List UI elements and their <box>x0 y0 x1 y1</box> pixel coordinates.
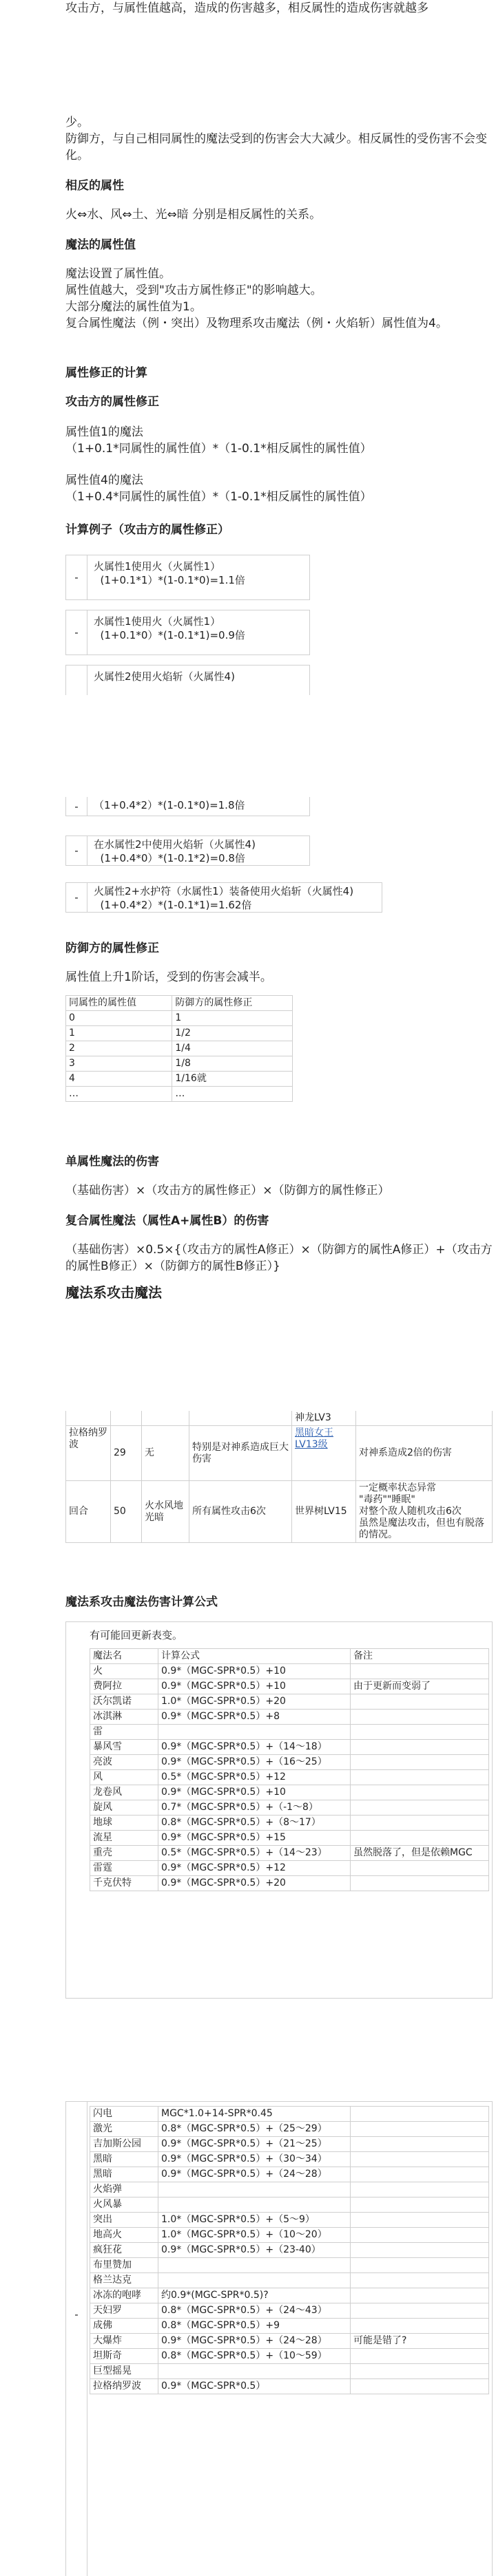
section-heading: 单属性魔法的伤害 <box>65 1155 159 1169</box>
table-cell: 由于更新而变弱了 <box>351 1679 489 1694</box>
column-header: 备注 <box>351 1649 489 1664</box>
table-row <box>90 1831 489 1846</box>
table-row <box>90 2167 489 2182</box>
section-heading: 相反的属性 <box>65 179 124 193</box>
table-cell: 无 <box>142 1426 189 1481</box>
table-cell: 对神系造成2倍的伤害 <box>356 1426 493 1481</box>
table-cell <box>351 1861 489 1876</box>
formula-table <box>90 2106 489 2394</box>
table-cell: 一定概率状态异常 "毒药""睡眠" 对整个敌人随机攻击6次 虽然是魔法攻击，但也有脱落的情况。 <box>356 1481 493 1543</box>
table-cell: 0 <box>66 1011 172 1026</box>
example-line: 水属性1使用火（火属性1） <box>94 615 221 628</box>
table-cell: 可能是错了? <box>351 2334 489 2349</box>
table-cell <box>356 1411 493 1426</box>
table-cell: 3 <box>66 1056 172 1072</box>
table-cell: … <box>172 1087 293 1102</box>
table-cell: 0.5*（MGC-SPR*0.5）+12 <box>158 1770 351 1785</box>
table-row <box>90 1694 489 1710</box>
table-cell: 疯狂花 <box>90 2243 158 2258</box>
table-cell: 布里赞加 <box>90 2258 158 2273</box>
table-cell <box>351 2319 489 2334</box>
table-row <box>90 1664 489 1679</box>
table-row <box>90 2303 489 2319</box>
table-cell: 格兰达克 <box>90 2273 158 2288</box>
table-cell <box>351 1816 489 1831</box>
table-cell: 0.9*（MGC-SPR*0.5）+（16〜25） <box>158 1755 351 1770</box>
table-cell: 暴风雪 <box>90 1740 158 1755</box>
table-cell: 大爆炸 <box>90 2334 158 2349</box>
table-row <box>90 2122 489 2137</box>
table-cell <box>351 1755 489 1770</box>
table-cell: 冰淇淋 <box>90 1710 158 1725</box>
table-cell <box>351 2243 489 2258</box>
table-cell: 1.0*（MGC-SPR*0.5）+20 <box>158 1694 351 1710</box>
table-cell: 特别是对神系造成巨大伤害 <box>189 1426 292 1481</box>
table-cell: 所有属性攻击6次 <box>189 1481 292 1543</box>
example-box <box>65 882 382 913</box>
table-row <box>90 2213 489 2228</box>
example-line: 火属性2使用火焰斩（火属性4) <box>94 670 235 683</box>
table-cell: 千克伏特 <box>90 1876 158 1891</box>
table-row <box>90 2334 489 2349</box>
formula-title: 属性值4的魔法 <box>65 473 143 487</box>
formula-panel <box>65 1621 493 1999</box>
table-cell: 0.8*（MGC-SPR*0.5）+9 <box>158 2319 351 2334</box>
table-row <box>90 1710 489 1725</box>
spell-table <box>65 1411 493 1543</box>
table-row <box>90 1876 489 1891</box>
table-cell <box>351 2273 489 2288</box>
table-cell: 火风暴 <box>90 2197 158 2213</box>
table-row <box>90 1755 489 1770</box>
table-cell: 成佛 <box>90 2319 158 2334</box>
table-cell: 0.7*（MGC-SPR*0.5）+（-1〜8） <box>158 1800 351 1816</box>
table-row <box>90 2152 489 2167</box>
table-header-row <box>66 996 293 1011</box>
example-line: (1+0.4*0）*(1-0.1*2)=0.8倍 <box>94 852 245 864</box>
table-cell: 世界树LV15 <box>292 1481 356 1543</box>
table-row <box>90 1800 489 1816</box>
formula-rows <box>90 2107 489 2394</box>
table-cell[interactable] <box>292 1426 356 1481</box>
table-row <box>90 1846 489 1861</box>
table-cell: 0.9*（MGC-SPR*0.5）+（14〜18） <box>158 1740 351 1755</box>
table-cell: 1/4 <box>172 1041 293 1056</box>
formula: （1+0.1*同属性的属性值）*（1-0.1*相反属性的属性值） <box>65 442 372 456</box>
table-cell: 拉格纳罗波 <box>66 1426 111 1481</box>
formula: （基础伤害）×0.5×{（攻击方的属性A修正）×（防御方的属性A修正）+（攻击方的属性B修正）×（防御方的属性B修正）} <box>65 1243 493 1273</box>
table-cell <box>351 2288 489 2303</box>
table-cell: 火焰弹 <box>90 2182 158 2197</box>
table-cell: 约0.9*(MGC-SPR*0.5)? <box>158 2288 351 2303</box>
table-cell: 突出 <box>90 2213 158 2228</box>
table-cell <box>351 2379 489 2394</box>
intro-paragraph: 防御方，与自己相同属性的魔法受到的伤害会大大减少。相反属性的受伤害不会变化。 <box>65 132 487 162</box>
table-cell <box>158 1725 351 1740</box>
table-cell: 0.8*（MGC-SPR*0.5）+（25〜29） <box>158 2122 351 2137</box>
table-cell <box>351 1785 489 1800</box>
table-row <box>66 1481 493 1543</box>
section-heading: 复合属性魔法（属性A+属性B）的伤害 <box>65 1214 269 1228</box>
table-cell: 0.9*（MGC-SPR*0.5） <box>158 2379 351 2394</box>
section-heading: 属性修正的计算 <box>65 366 147 380</box>
table-cell <box>351 2197 489 2213</box>
table-cell: 50 <box>111 1481 142 1543</box>
column-header: 防御方的属性修正 <box>172 996 293 1011</box>
subsection-heading: 攻击方的属性修正 <box>65 395 159 409</box>
intro-line: 少。 <box>65 116 89 129</box>
table-cell: 巨型摇晃 <box>90 2364 158 2379</box>
column-header: 计算公式 <box>158 1649 351 1664</box>
bullet-dash: - <box>66 610 87 654</box>
formula-title: 属性值1的魔法 <box>65 425 143 439</box>
table-cell <box>351 1694 489 1710</box>
example-line: （1+0.4*2）*(1-0.1*0)=1.8倍 <box>94 799 245 811</box>
table-cell: 1/8 <box>172 1056 293 1072</box>
table-row <box>90 2379 489 2394</box>
table-row <box>66 1011 293 1026</box>
table-row <box>90 2258 489 2273</box>
table-cell: 0.9*（MGC-SPR*0.5）+10 <box>158 1679 351 1694</box>
table-row <box>90 1861 489 1876</box>
table-cell <box>351 2349 489 2364</box>
table-cell <box>351 1664 489 1679</box>
table-cell: 冰冻的咆哮 <box>90 2288 158 2303</box>
table-cell: 0.5*（MGC-SPR*0.5）+（14〜23） <box>158 1846 351 1861</box>
table-cell: 0.9*（MGC-SPR*0.5）+（24〜28） <box>158 2334 351 2349</box>
magic-value-line: 魔法设置了属性值。 <box>65 267 171 281</box>
table-row <box>90 1740 489 1755</box>
example-line: 火属性2+水护符（水属性1）装备使用火焰斩（火属性4) <box>94 885 354 897</box>
table-cell: 0.9*（MGC-SPR*0.5）+（21〜25） <box>158 2137 351 2152</box>
table-cell <box>351 2182 489 2197</box>
table-row <box>66 1041 293 1056</box>
table-cell: 闪电 <box>90 2107 158 2122</box>
section-heading: 计算例子（攻击方的属性修正） <box>65 523 229 537</box>
table-cell: 虽然脱落了，但是依赖MGC <box>351 1846 489 1861</box>
example-line: 在水属性2中使用火焰斩（火属性4) <box>94 838 256 851</box>
magic-value-line: 复合属性魔法（例・突出）及物理系攻击魔法（例・火焰斩）属性值为4。 <box>65 317 448 330</box>
table-cell <box>351 1831 489 1846</box>
table-row <box>90 2319 489 2334</box>
table-row <box>90 2197 489 2213</box>
table-header-row <box>90 1649 489 1664</box>
table-cell: 坦斯奇 <box>90 2349 158 2364</box>
table-cell <box>158 2182 351 2197</box>
table-cell: 0.9*（MGC-SPR*0.5）+（30〜34） <box>158 2152 351 2167</box>
table-cell: 地球 <box>90 1816 158 1831</box>
table-cell <box>351 2258 489 2273</box>
table-row <box>90 2288 489 2303</box>
section-heading: 魔法的属性值 <box>65 238 136 252</box>
spell-learn-link[interactable]: 黑暗女王LV13级 <box>295 1427 333 1450</box>
section-heading: 防御方的属性修正 <box>65 941 159 955</box>
formula-table <box>90 1648 489 1891</box>
defender-text: 属性值上升1阶话，受到的伤害会减半。 <box>65 970 272 984</box>
table-row <box>90 1785 489 1800</box>
bullet-dash: - <box>66 555 87 599</box>
table-row <box>90 2107 489 2122</box>
panel-gutter <box>66 2102 87 2576</box>
table-cell: 流星 <box>90 1831 158 1846</box>
table-cell: 0.9*（MGC-SPR*0.5）+（24〜28） <box>158 2167 351 2182</box>
table-cell: … <box>66 1087 172 1102</box>
table-cell <box>351 2228 489 2243</box>
column-header: 魔法名 <box>90 1649 158 1664</box>
table-row <box>90 2243 489 2258</box>
table-cell: 激光 <box>90 2122 158 2137</box>
column-header: 同属性的属性值 <box>66 996 172 1011</box>
table-cell <box>142 1411 189 1426</box>
table-row <box>66 1411 493 1426</box>
section-heading: 魔法系攻击魔法伤害计算公式 <box>65 1595 218 1609</box>
table-cell: 回合 <box>66 1481 111 1543</box>
magic-value-line: 大部分魔法的属性值为1。 <box>65 300 202 314</box>
table-cell: 0.9*（MGC-SPR*0.5）+8 <box>158 1710 351 1725</box>
table-cell: 0.9*（MGC-SPR*0.5）+20 <box>158 1876 351 1891</box>
table-cell <box>189 1411 292 1426</box>
table-row <box>90 2137 489 2152</box>
table-cell: 天妇罗 <box>90 2303 158 2319</box>
table-cell: 雷 <box>90 1725 158 1740</box>
table-row <box>90 1816 489 1831</box>
table-cell <box>351 2167 489 2182</box>
table-cell: 0.9*（MGC-SPR*0.5）+15 <box>158 1831 351 1846</box>
table-cell <box>351 1800 489 1816</box>
table-cell <box>158 2258 351 2273</box>
example-line: (1+0.1*1）*(1-0.1*0)=1.1倍 <box>94 574 245 586</box>
table-cell: 黑暗 <box>90 2152 158 2167</box>
table-row <box>66 1072 293 1087</box>
table-row <box>90 2228 489 2243</box>
table-row <box>90 2273 489 2288</box>
table-cell: 1 <box>172 1011 293 1026</box>
example-line: 火属性1使用火（火属性1） <box>94 560 221 573</box>
table-cell: 0.8*（MGC-SPR*0.5）+（8〜17） <box>158 1816 351 1831</box>
table-cell: 火水风地光暗 <box>142 1481 189 1543</box>
table-row <box>66 1426 493 1481</box>
bullet-dash: - <box>66 797 87 816</box>
example-box <box>65 665 310 695</box>
table-cell <box>351 2213 489 2228</box>
table-cell: 旋风 <box>90 1800 158 1816</box>
table-cell <box>351 1770 489 1785</box>
example-box <box>65 835 310 866</box>
table-cell: 29 <box>111 1426 142 1481</box>
table-row <box>90 1770 489 1785</box>
table-cell <box>351 1740 489 1755</box>
example-line: (1+0.1*0）*(1-0.1*1)=0.9倍 <box>94 629 245 641</box>
table-cell: 风 <box>90 1770 158 1785</box>
table-cell: 神龙LV3 <box>292 1411 356 1426</box>
intro-line: 攻击方，与属性值越高，造成的伤害越多，相反属性的造成伤害就越多 <box>65 1 428 15</box>
table-cell: MGC*1.0+14-SPR*0.45 <box>158 2107 351 2122</box>
bullet-dash: - <box>74 2308 79 2321</box>
table-cell <box>351 2303 489 2319</box>
table-cell: 1/16就 <box>172 1072 293 1087</box>
table-cell: 亮波 <box>90 1755 158 1770</box>
table-cell: 0.9*（MGC-SPR*0.5）+12 <box>158 1861 351 1876</box>
example-box-continued <box>65 797 310 816</box>
table-row <box>90 1725 489 1740</box>
table-row <box>66 1087 293 1102</box>
bullet-dash: - <box>66 883 87 912</box>
table-cell <box>158 2364 351 2379</box>
example-box <box>65 555 310 600</box>
table-cell <box>351 1710 489 1725</box>
table-row <box>66 1026 293 1041</box>
formula: （基础伤害）×（攻击方的属性修正）×（防御方的属性修正） <box>65 1184 390 1197</box>
table-cell: 地高火 <box>90 2228 158 2243</box>
example-box <box>65 610 310 655</box>
formula: （1+0.4*同属性的属性值）*（1-0.1*相反属性的属性值） <box>65 490 372 504</box>
table-cell: 费阿拉 <box>90 1679 158 1694</box>
page-section-title: 魔法系攻击魔法 <box>65 1284 162 1301</box>
table-cell <box>351 2364 489 2379</box>
table-cell: 0.9*（MGC-SPR*0.5）+（23-40） <box>158 2243 351 2258</box>
formula-rows <box>90 1664 489 1891</box>
table-cell <box>158 2273 351 2288</box>
magic-value-line: 属性值越大，受到"攻击方属性修正"的影响越大。 <box>65 284 322 297</box>
table-cell: 火 <box>90 1664 158 1679</box>
formula-panel-continued <box>65 2101 493 2576</box>
bullet-dash: - <box>66 836 87 865</box>
table-cell: 0.9*（MGC-SPR*0.5）+10 <box>158 1664 351 1679</box>
notice-text: 有可能回更新表变。 <box>90 1629 183 1641</box>
table-cell: 沃尔凯诺 <box>90 1694 158 1710</box>
bullet-dash <box>66 666 87 695</box>
opposite-text: 火⇔水、风⇔土、光⇔暗 分别是相反属性的关系。 <box>65 208 322 222</box>
table-cell: 吉加斯公园 <box>90 2137 158 2152</box>
example-line: (1+0.4*2）*(1-0.1*1)=1.62倍 <box>94 899 252 911</box>
table-cell: 1/2 <box>172 1026 293 1041</box>
table-cell <box>351 2137 489 2152</box>
table-row <box>90 2182 489 2197</box>
table-cell: 4 <box>66 1072 172 1087</box>
table-cell: 重壳 <box>90 1846 158 1861</box>
table-row <box>90 1679 489 1694</box>
table-cell <box>351 1725 489 1740</box>
table-row <box>66 1056 293 1072</box>
table-row <box>90 2349 489 2364</box>
table-row <box>90 2364 489 2379</box>
table-cell: 1 <box>66 1026 172 1041</box>
table-cell: 1.0*（MGC-SPR*0.5）+（5〜9） <box>158 2213 351 2228</box>
table-cell: 2 <box>66 1041 172 1056</box>
table-cell <box>351 2152 489 2167</box>
table-cell <box>351 1876 489 1891</box>
table-cell: 1.0*（MGC-SPR*0.5）+（10〜20） <box>158 2228 351 2243</box>
table-cell: 0.8*（MGC-SPR*0.5）+（24〜43） <box>158 2303 351 2319</box>
table-cell: 黑暗 <box>90 2167 158 2182</box>
table-cell <box>111 1411 142 1426</box>
table-cell: 雷霆 <box>90 1861 158 1876</box>
table-cell: 0.9*（MGC-SPR*0.5）+10 <box>158 1785 351 1800</box>
table-cell <box>351 2122 489 2137</box>
defender-table <box>65 995 293 1102</box>
table-cell <box>158 2197 351 2213</box>
table-cell <box>66 1411 111 1426</box>
table-cell: 拉格纳罗波 <box>90 2379 158 2394</box>
table-cell: 0.8*（MGC-SPR*0.5）+（10〜59） <box>158 2349 351 2364</box>
table-cell: 龙卷风 <box>90 1785 158 1800</box>
table-cell <box>351 2107 489 2122</box>
